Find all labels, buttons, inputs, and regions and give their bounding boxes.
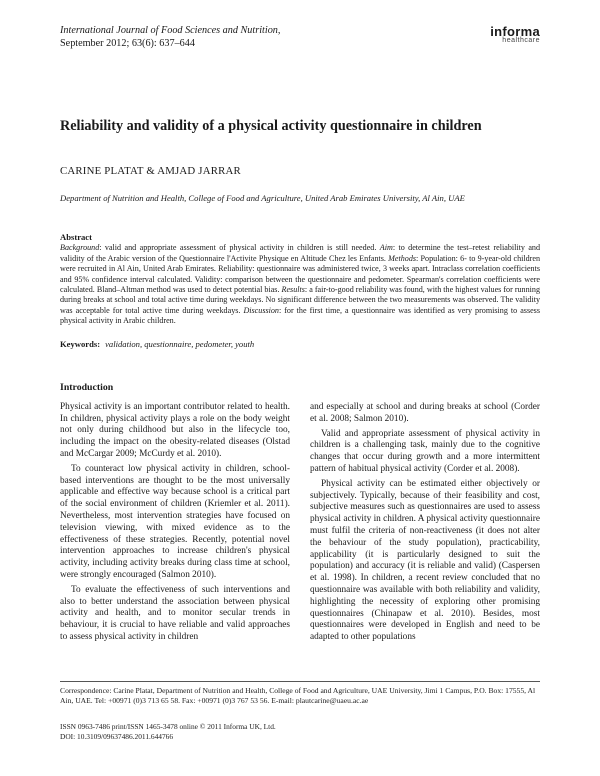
paragraph: Physical activity can be estimated either objectively or subjectively. Typically, because of their feasibility and cost, subjective measures such as questionnaires are used to assess physical activity in children. A physical activity questionnaire must fulfil the criteria of non-reactiveness (it does not alter the behaviour of the study population), practicability, applicability (it is particularly designed to suit the population) and accuracy (it is reliable and valid) (Caspersen et al. 1998). In children, a recent review concluded that no questionnaire was available with both reliability and validity, highlighting the necessity of exploring other promising questionnaires (Chinapaw et al. 2010). Besides, most questionnaires were developed in English and need to be adapted to other populations	[310, 478, 540, 643]
abstract-aim-label: Aim	[379, 243, 393, 253]
keywords	[60, 339, 540, 349]
correspondence: Correspondence: Carine Platat, Department of Nutrition and Health, College of Food and Agriculture, UAE University, Jimi 1 Campus, P.O. Box: 17555, Al Ain, UAE. Tel: +00971 (0)3 713 65 58. Fax: +00971 (0)3 767 53 56. E-mail: plautcarine@uaeu.ac.ae	[60, 686, 536, 705]
journal-name: International Journal of Food Sciences and Nutrition,	[60, 25, 281, 36]
issn: ISSN 0963-7486 print/ISSN 1465-3478 online © 2011 Informa UK, Ltd.	[60, 722, 276, 731]
publication-info	[60, 722, 540, 741]
paragraph: To evaluate the effectiveness of such interventions and also to better understand the association between physical activity and health, and to monitor secular trends in behaviour, it is crucial to have reliable and valid approaches to assess physical activity in children	[60, 584, 290, 642]
abstract-background: : valid and appropriate assessment of physical activity in children is still needed.	[99, 243, 380, 253]
abstract-discussion-label: Discussion	[243, 305, 279, 315]
footer-divider	[60, 681, 540, 682]
abstract-discussion: : for the first time, a questionnaire was identified as very promising to assess physical activity in Arabic children.	[60, 305, 540, 326]
body-column-left	[60, 382, 290, 647]
article-affiliation: Department of Nutrition and Health, College of Food and Agriculture, United Arab Emirates University, Al Ain, UAE	[60, 193, 465, 203]
abstract	[60, 232, 540, 327]
paragraph: To counteract low physical activity in children, school-based interventions are thought to be the most universally applicable and effective way because school is a critical part of the social environment of children (Kriemler et al. 2011). Nevertheless, most intervention strategies have focused on television viewing, with mixed evidence as to the effectiveness of these strategies. Recently, potential novel intervention approaches to increase children's physical activity, including activity breaks during class time at school, were strongly encouraged (Salmon 2010).	[60, 463, 290, 580]
article-title: Reliability and validity of a physical activity questionnaire in children	[60, 118, 482, 134]
paragraph: and especially at school and during breaks at school (Corder et al. 2008; Salmon 2010).	[310, 402, 540, 424]
keywords-list: validation, questionnaire, pedometer, youth	[105, 339, 255, 349]
doi: DOI: 10.3109/09637486.2011.644766	[60, 731, 174, 741]
introduction-heading: Introduction	[60, 382, 114, 393]
publisher-name: informa	[490, 24, 540, 39]
abstract-background-label: Background	[60, 243, 100, 253]
abstract-heading: Abstract	[60, 232, 92, 242]
abstract-methods: : Population: 6- to 9-year-old children were recruited in Al Ain, United Arab Emirates. Reliability: questionnaire was administered twice, 3 weeks apart. Intraclass correlation coefficients and 95% confidence interval calculated. Validity: comparison between the questionnaire and pedometer. Spearman's correlation coefficients were calculated. Bland–Altman method was used to detect potential bias.	[60, 253, 540, 295]
journal-issue: September 2012; 63(6): 637–644	[60, 38, 195, 49]
abstract-results-label: Results	[281, 285, 305, 295]
abstract-aim: : to determine the test–retest reliability and validity of the Arabic version of the Questionnaire l'Activite Physique en Altitude Chez les Enfants.	[60, 243, 540, 263]
abstract-results: : a fair-to-good reliability was found, with the highest values for running during breaks at school and total active time during weekdays. No significant difference between the two measurements was observed. The validity was acceptable for total active time during weekdays.	[60, 285, 540, 315]
journal-citation	[60, 24, 280, 50]
paragraph: Valid and appropriate assessment of physical activity in children is a challenging task, mainly due to the cognitive changes that occur during growth and a more intermittent pattern of habitual physical activity (Corder et al. 2008).	[310, 428, 540, 474]
publisher-sub: healthcare	[502, 37, 540, 44]
article-authors: CARINE PLATAT & AMJAD JARRAR	[60, 165, 241, 177]
abstract-text	[60, 243, 540, 326]
publisher-logo	[490, 24, 540, 44]
abstract-methods-label: Methods	[388, 253, 417, 263]
body-column-right	[310, 402, 540, 647]
keywords-label: Keywords:	[60, 339, 101, 349]
paragraph: Physical activity is an important contributor related to health. In children, physical activity plays a role on the body weight not only during childhood but also in the lifecycle too, including the impact on the obesity-related diseases (Olstad and McCargar 2009; McCurdy et al. 2010).	[60, 401, 290, 459]
